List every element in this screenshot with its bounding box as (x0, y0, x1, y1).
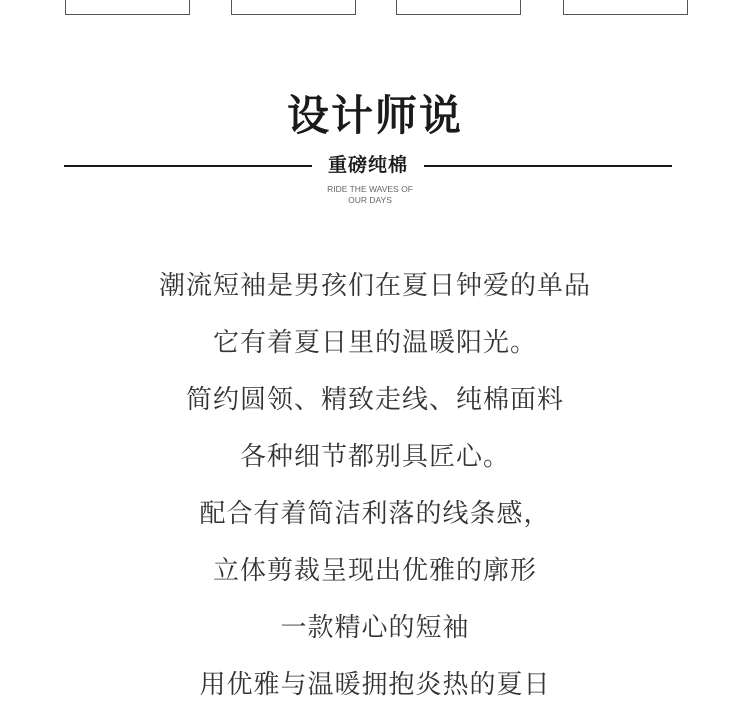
english-tagline-line2: OUR DAYS (348, 195, 392, 205)
image-frame (563, 0, 688, 15)
english-tagline (0, 184, 740, 206)
subtitle-divider (64, 150, 672, 180)
description-line: 立体剪裁呈现出优雅的廓形 (212, 556, 537, 586)
top-frame-row (0, 0, 750, 20)
image-frame (396, 0, 521, 15)
description-line: 简约圆领、精致走线、纯棉面料 (185, 385, 564, 415)
section-title: 设计师说 (286, 91, 463, 140)
description-line: 潮流短袖是男孩们在夏日钟爱的单品 (158, 271, 591, 301)
description-line: 它有着夏日里的温暖阳光。 (212, 328, 537, 358)
divider-line-left (64, 165, 312, 167)
description-line: 配合有着简洁利落的线条感， (199, 499, 551, 529)
designer-description (0, 258, 750, 714)
divider-line-right (424, 165, 672, 167)
section-subtitle: 重磅纯棉 (327, 154, 408, 176)
english-tagline-line1: RIDE THE WAVES OF (327, 184, 413, 194)
description-line: 一款精心的短袖 (280, 613, 470, 643)
description-line: 各种细节都别具匠心。 (239, 442, 510, 472)
image-frame (65, 0, 190, 15)
description-line: 用优雅与温暖拥抱炎热的夏日 (199, 670, 551, 700)
image-frame (231, 0, 356, 15)
